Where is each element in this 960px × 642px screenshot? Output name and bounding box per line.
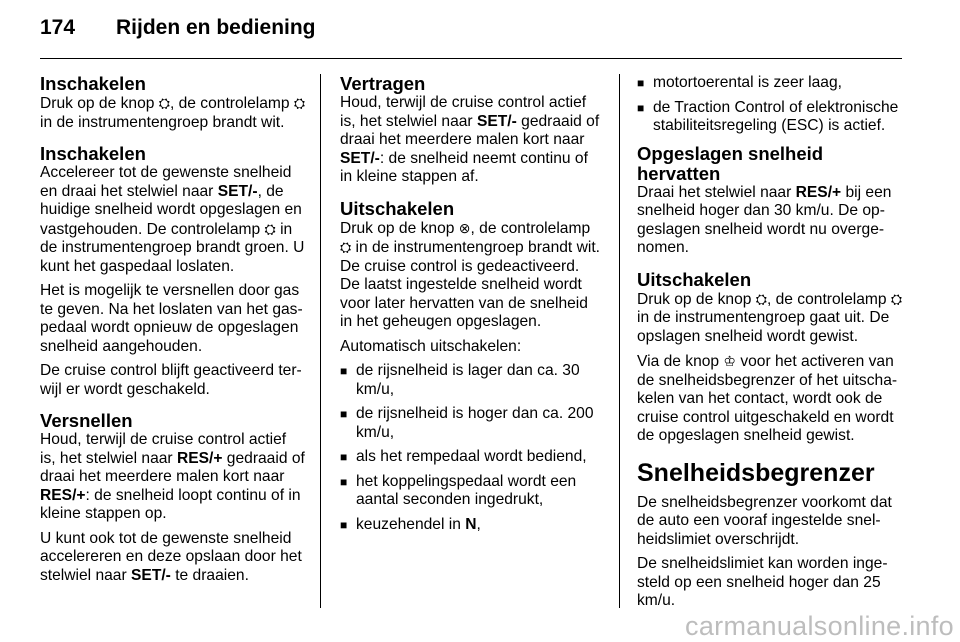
text: Druk op de knop [637,290,756,308]
res-label: RES/+ [40,486,86,504]
text: , de controlelamp [169,95,294,112]
text: : de snelheid neemt continu of in kleine stappen af. [340,149,588,185]
cruise-control-icon: ⛭ [264,220,276,237]
cancel-icon: ⊗ [458,219,471,236]
paragraph: De cruise control blijft geactiveerd terwijl er wordt geschakeld. [40,362,302,398]
cruise-control-icon: ⛭ [340,239,352,255]
paragraph [40,164,306,276]
paragraph [340,219,602,332]
text: te draaien. [170,566,249,584]
paragraph: Automatisch uitschakelen: [340,337,522,355]
column-divider-2 [619,74,620,608]
text: Accelereer tot de gewenste snelheid en draai het stelwiel naar [40,164,292,200]
list-item [340,516,602,535]
heading-uitschakelen-2: Uitschakelen [637,268,752,290]
text: , [476,515,481,533]
list-item: ■ als het rempedaal wordt bediend, [340,448,602,467]
text: U kunt ook tot de gewenste snelheid accelereren en deze opslaan door het stelwiel naar [40,529,302,584]
text: , de controlelamp [766,290,891,308]
heading-hervatten: Opgeslagen snelheid hervatten [637,142,824,184]
set-label: SET/- [131,566,171,584]
list-item: ■ de rijsnelheid is lager dan ca. 30 km/u, [340,362,602,399]
paragraph: De snelheidsbegrenzer voorkomt dat de auto een vooraf ingestelde snelheidslimiet overschrijdt. [637,493,892,548]
text: in de instrumentengroep brandt groen. U kunt het gaspedaal loslaten. [40,220,305,275]
heading-versnellen: Versnellen [40,410,133,431]
list-item: ■ de rijsnelheid is hoger dan ca. 200 km/u, [340,405,602,442]
text: keuzehendel in [356,515,466,533]
set-label: SET/- [476,112,517,130]
text: Druk op de knop [40,95,159,112]
text: in de instrumentengroep gaat uit. De opslagen snelheid wordt gewist. [637,309,890,345]
text: : de snelheid loopt continu of in kleine stappen op. [40,486,301,522]
page-header [40,16,316,40]
text: in de instrumentengroep brandt wit. [40,113,285,131]
text: , de controlelamp [470,219,591,237]
watermark: carmanualsonline.info [685,611,954,641]
paragraph [637,290,903,347]
text: gedraaid of draai het meerdere malen kort naar [340,112,600,148]
text: voor het activeren van de snelheidsbegrenzer of het uitschakelen van het contact, wordt ook de cruise control uitgeschakeld en wordt de opgeslagen snelheid gewist. [637,353,898,444]
text: Houd, terwijl de cruise control actief is, het stelwiel naar [40,431,287,467]
text: Druk op de knop [340,219,459,237]
heading-inschakelen-1: Inschakelen [40,73,146,94]
cruise-control-icon: ⛭ [890,290,903,307]
heading-inschakelen-2: Inschakelen [40,143,146,164]
list-item: ■ de Traction Control of elektronische stabiliteitsregeling (ESC) is actief. [637,99,903,136]
column-1 [40,74,306,591]
paragraph: Het is mogelijk te versnellen door gas te geven. Na het loslaten van het gaspedaal wordt opnieuw de opgeslagen snelheid aangehouden. [40,282,303,355]
speed-limiter-icon: ♔ [723,353,736,369]
set-label: SET/- [217,182,258,200]
text: , de huidige snelheid wordt opgeslagen en vastgehouden. De controlelamp [40,182,302,238]
list-item: ■ motortoerental is zeer laag, [637,74,903,93]
res-label: RES/+ [176,449,223,467]
text: Via de knop [637,353,724,370]
cruise-control-icon: ⛭ [293,95,306,111]
gear-n-label: N [465,515,477,533]
column-divider-1 [320,74,321,608]
set-label: SET/- [340,149,380,167]
paragraph: De snelheidslimiet kan worden ingesteld op een snelheid hoger dan 25 km/u. [637,555,888,609]
paragraph [340,94,602,187]
column-2 [340,74,602,540]
res-label: RES/+ [795,183,842,201]
paragraph [40,530,306,586]
cruise-control-icon: ⛭ [755,290,767,307]
list-item: ■ het koppelingspedaal wordt een aantal seconden ingedrukt, [340,473,602,510]
paragraph [637,184,903,258]
paragraph [40,431,306,524]
header-rule [40,58,902,59]
heading-snelheidsbegrenzer: Snelheidsbegrenzer [637,458,875,487]
cruise-control-icon: ⛭ [158,95,170,111]
text: bij een snelheid hoger dan 30 km/u. De opgeslagen snelheid wordt nu overgenomen. [637,183,892,256]
paragraph [40,94,306,132]
heading-uitschakelen: Uitschakelen [340,197,455,219]
auto-off-list-continued [637,74,903,136]
auto-off-list [340,362,602,534]
text: gedraaid of draai het meerdere malen kort naar [40,449,305,485]
text: in de instrumentengroep brandt wit. De cruise control is gedeactiveerd. De laatst ingestelde snelheid wordt voor later hervatten van de snelheid in het geheugen opgeslagen. [340,239,600,330]
page-title: Rijden en bediening [116,16,316,39]
text: Draai het stelwiel naar [637,183,796,201]
text: Houd, terwijl de cruise control actief is, het stelwiel naar [340,94,587,130]
heading-vertragen: Vertragen [340,73,426,94]
page-number: 174 [40,16,76,39]
column-3 [637,74,903,617]
paragraph [637,352,903,446]
